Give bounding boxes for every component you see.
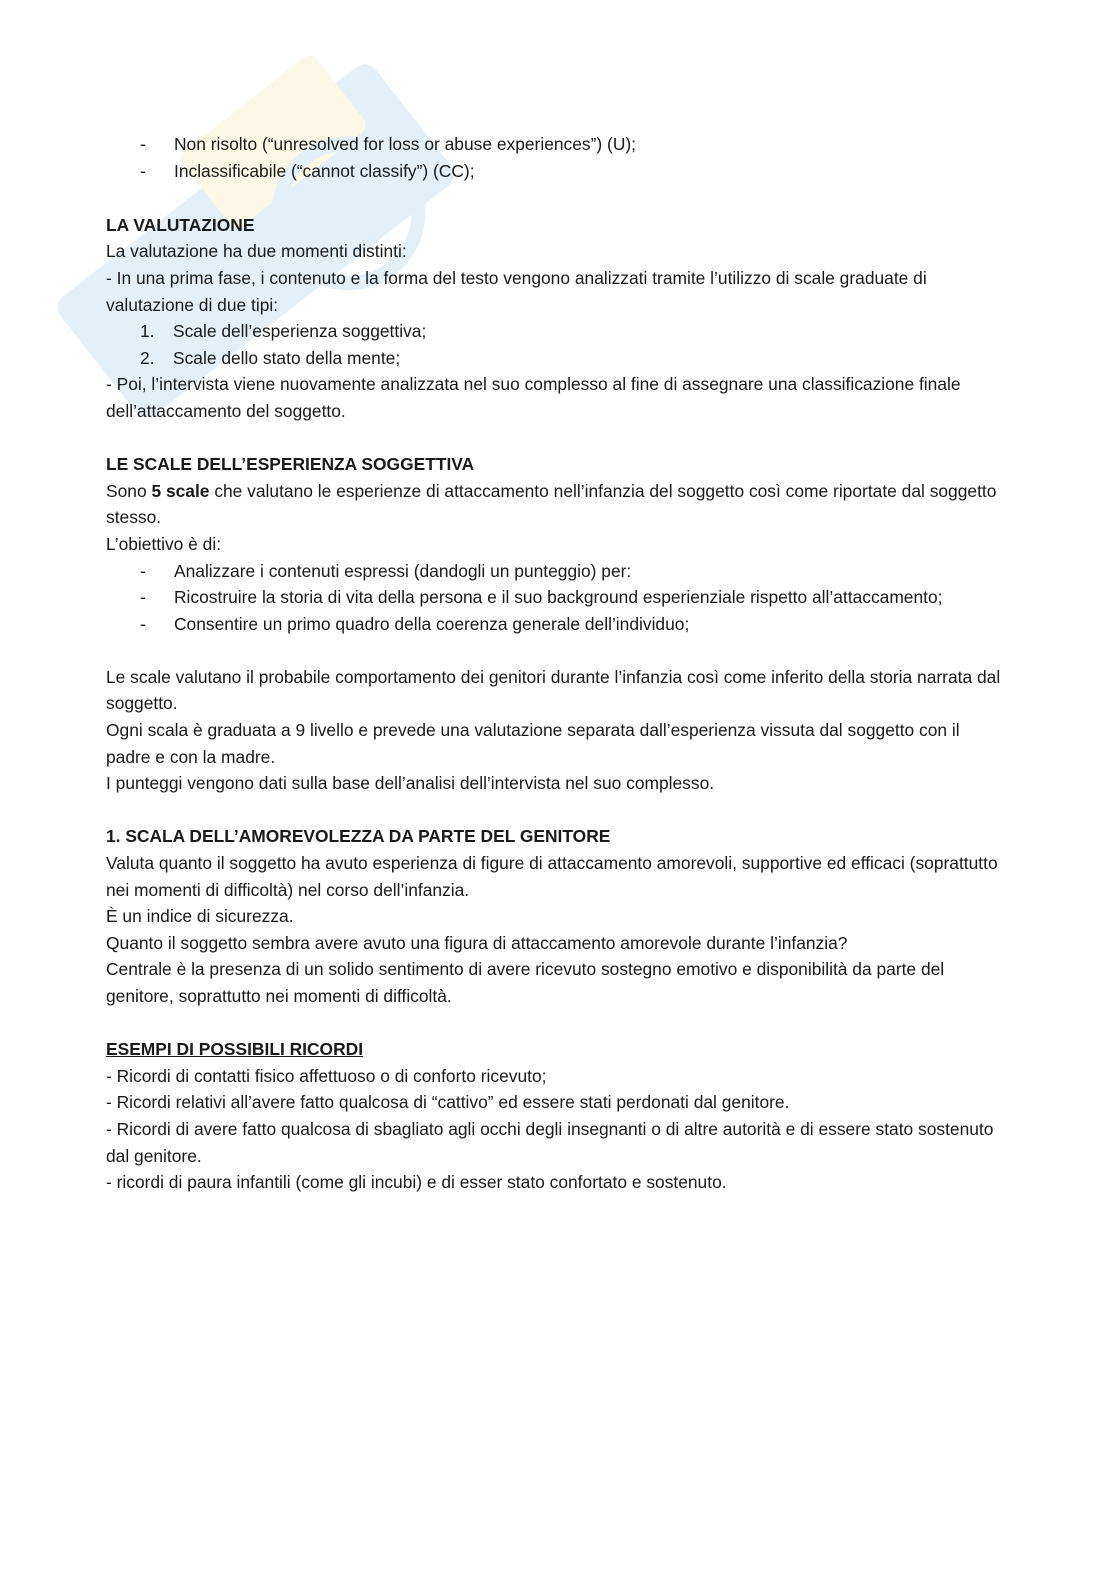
memory-example: - ricordi di paura infantili (come gli incubi) e di esser stato confortato e sostenuto. [106, 1172, 727, 1193]
list-item: 1. Scale dell’esperienza soggettiva; [140, 321, 427, 342]
paragraph: - In una prima fase, i contenuto e la forma del testo vengono analizzati tramite l’utilizzo di scale graduate di valutazione di due tipi: [106, 267, 927, 315]
paragraph: I punteggi vengono dati sulla base dell’analisi dell’intervista nel suo complesso. [106, 773, 715, 794]
paragraph: Sono 5 scale che valutano le esperienze di attaccamento nell’infanzia del soggetto così come riportate dal soggetto stesso. [106, 480, 997, 528]
section-heading-esempi: ESEMPI DI POSSIBILI RICORDI [106, 1039, 364, 1060]
list-item: - Ricostruire la storia di vita della persona e il suo background esperienziale rispetto all’attaccamento; [140, 587, 943, 608]
list-item-text: Scale dell’esperienza soggettiva; [173, 321, 427, 342]
paragraph: Centrale è la presenza di un solido sentimento di avere ricevuto sostegno emotivo e disponibilità da parte del genitore, soprattutto nei momenti di difficoltà. [106, 959, 945, 1006]
list-item: - Analizzare i contenuti espressi (dandogli un punteggio) per: [140, 560, 632, 581]
memory-example: - Ricordi di avere fatto qualcosa di sbagliato agli occhi degli insegnanti o di altre autorità e di essere stato sostenuto dal genitore. [106, 1118, 994, 1166]
list-item-text: Ricostruire la storia di vita della persona e il suo background esperienziale rispetto all’attaccamento; [174, 587, 943, 608]
memory-example: - Ricordi relativi all’avere fatto qualcosa di “cattivo” ed essere stati perdonati dal genitore. [106, 1092, 790, 1113]
memory-example: - Ricordi di contatti fisico affettuoso o di conforto ricevuto; [106, 1065, 547, 1086]
numbered-list [106, 318, 1006, 371]
attachment-classification-list [106, 131, 1006, 184]
list-item-text: Analizzare i contenuti espressi (dandogli un punteggio) per: [174, 560, 632, 581]
section-heading-valutazione: LA VALUTAZIONE [106, 214, 255, 235]
list-item-text: Inclassificabile (“cannot classify”) (CC); [174, 160, 475, 181]
list-item-text: Scale dello stato della mente; [173, 347, 401, 368]
objectives-list [106, 558, 1006, 638]
list-item: - Consentire un primo quadro della coerenza generale dell’individuo; [140, 613, 690, 634]
paragraph: È un indice di sicurezza. [106, 906, 294, 927]
section-heading-scala-1: 1. SCALA DELL’AMOREVOLEZZA DA PARTE DEL GENITORE [106, 826, 611, 847]
paragraph: La valutazione ha due momenti distinti: [106, 241, 407, 262]
list-item: - Inclassificabile (“cannot classify”) (CC); [140, 160, 475, 181]
document-body [106, 131, 1006, 1196]
list-item: - Non risolto (“unresolved for loss or abuse experiences”) (U); [140, 134, 636, 154]
paragraph: L’obiettivo è di: [106, 533, 222, 554]
list-item: 2. Scale dello stato della mente; [140, 347, 401, 368]
list-item-text: Consentire un primo quadro della coerenza generale dell’individuo; [174, 613, 690, 634]
bold-text: 5 scale [151, 480, 210, 501]
paragraph: Le scale valutano il probabile comportamento dei genitori durante l’infanzia così come inferito della storia narrata dal soggetto. [106, 666, 1001, 714]
paragraph: Quanto il soggetto sembra avere avuto una figura di attaccamento amorevole durante l’infanzia? [106, 932, 848, 953]
list-item-text: Non risolto (“unresolved for loss or abuse experiences”) (U); [174, 134, 636, 154]
section-heading-scale-esperienza: LE SCALE DELL’ESPERIENZA SOGGETTIVA [106, 454, 475, 475]
paragraph: Valuta quanto il soggetto ha avuto esperienza di figure di attaccamento amorevoli, supportive ed efficaci (soprattutto nei momenti di difficoltà) nel corso dell’infanzia. [106, 853, 998, 900]
paragraph: Ogni scala è graduata a 9 livello e prevede una valutazione separata dall’esperienza vissuta dal soggetto con il padre e con la madre. [106, 720, 960, 767]
paragraph: - Poi, l’intervista viene nuovamente analizzata nel suo complesso al fine di assegnare una classificazione finale dell’attaccamento del soggetto. [106, 374, 961, 421]
